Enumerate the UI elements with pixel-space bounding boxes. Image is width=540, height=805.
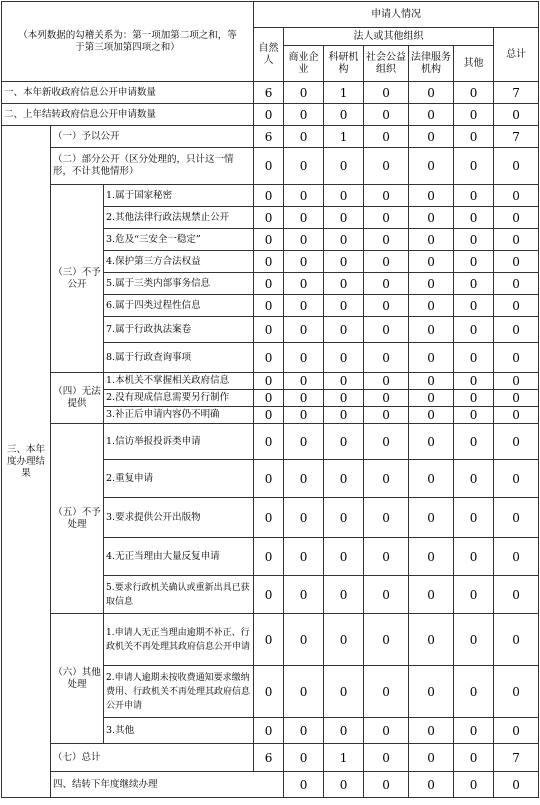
header-note: [2, 2, 254, 82]
cell: 0: [254, 185, 284, 207]
cell: 0: [409, 295, 454, 317]
cell: 0: [254, 317, 284, 343]
cell: 6: [254, 82, 284, 104]
cell: 0: [454, 666, 494, 718]
cell: 0: [254, 666, 284, 718]
row-label: （一）予以公开: [51, 126, 254, 148]
row-label: （七）总计: [51, 744, 254, 772]
cell: 0: [324, 185, 364, 207]
header-legal-service: 法律服务机构: [409, 46, 454, 82]
row-label: 5.要求行政机关确认或重新出具已获取信息: [104, 576, 254, 614]
row-label: 1.申请人无正当理由逾期不补正、行政机关不再处理其政府信息公开申请: [104, 614, 254, 666]
group-label: （五）不予处理: [51, 424, 104, 614]
header-social: 社会公益组织: [364, 46, 409, 82]
cell: 0: [454, 104, 494, 126]
cell: 0: [494, 251, 539, 273]
cell: 0: [454, 460, 494, 498]
cell: 0: [409, 744, 454, 772]
cell: 0: [324, 317, 364, 343]
cell: 0: [364, 538, 409, 576]
cell: 0: [454, 82, 494, 104]
cell: 0: [454, 538, 494, 576]
cell: 0: [284, 614, 324, 666]
row-label: 1.本机关不掌握相关政府信息: [104, 373, 254, 390]
cell: 0: [324, 538, 364, 576]
cell: 0: [409, 317, 454, 343]
cell: 0: [409, 185, 454, 207]
cell: 0: [364, 744, 409, 772]
cell: 0: [364, 185, 409, 207]
cell: 0: [409, 614, 454, 666]
cell: 0: [409, 407, 454, 424]
cell: 0: [254, 229, 284, 251]
cell: 0: [409, 460, 454, 498]
row-label: 2.其他法律行政法规禁止公开: [104, 207, 254, 229]
cell: 7: [494, 82, 539, 104]
table-row: [2, 744, 539, 772]
row-label: 4.无正当理由大量反复申请: [104, 538, 254, 576]
cell: 0: [409, 390, 454, 407]
cell: 0: [409, 576, 454, 614]
row-label: 1.属于国家秘密: [104, 185, 254, 207]
table-row: [2, 148, 539, 185]
cell: 0: [454, 229, 494, 251]
cell: 0: [364, 390, 409, 407]
cell: 0: [324, 373, 364, 390]
cell: 0: [284, 343, 324, 373]
cell: 0: [364, 104, 409, 126]
row-label: 3.补正后申请内容仍不明确: [104, 407, 254, 424]
cell: 0: [254, 718, 284, 744]
row-label: 7.属于行政执法案卷: [104, 317, 254, 343]
cell: 0: [454, 498, 494, 538]
row-label: 二、上年结转政府信息公开申请数量: [2, 104, 254, 126]
cell: 0: [324, 772, 364, 798]
cell: 0: [284, 538, 324, 576]
cell: 0: [254, 407, 284, 424]
cell: 0: [409, 718, 454, 744]
cell: 1: [324, 82, 364, 104]
cell: 0: [284, 207, 324, 229]
cell: 0: [409, 82, 454, 104]
cell: 0: [254, 538, 284, 576]
cell: 0: [409, 772, 454, 798]
cell: 0: [364, 126, 409, 148]
cell: 0: [324, 576, 364, 614]
cell: 0: [494, 390, 539, 407]
cell: 0: [494, 295, 539, 317]
cell: 0: [254, 424, 284, 460]
cell: 0: [494, 407, 539, 424]
table-row: [2, 126, 539, 148]
cell: 0: [364, 317, 409, 343]
table-row: [2, 373, 539, 390]
header-applicant: 申请人情况: [254, 2, 539, 28]
row-label: 2.重复申请: [104, 460, 254, 498]
table-row: [2, 614, 539, 666]
cell: 7: [494, 744, 539, 772]
cell: 0: [494, 207, 539, 229]
cell: 0: [254, 251, 284, 273]
cell: 0: [364, 273, 409, 295]
cell: 0: [324, 407, 364, 424]
table-row: [2, 185, 539, 207]
cell: 0: [409, 498, 454, 538]
table-row: [2, 424, 539, 460]
row-label: 一、本年新收政府信息公开申请数量: [2, 82, 254, 104]
cell: 0: [409, 126, 454, 148]
row-label: 1.信访举报投诉类申请: [104, 424, 254, 460]
cell: 0: [254, 104, 284, 126]
cell: 0: [364, 424, 409, 460]
table-row: [2, 772, 539, 798]
cell: 6: [254, 744, 284, 772]
header-legal-group: 法人或其他组织: [284, 28, 494, 46]
cell: 0: [254, 148, 284, 185]
cell: 0: [324, 207, 364, 229]
cell: 0: [409, 273, 454, 295]
cell: 0: [284, 251, 324, 273]
header-natural-person: 自然人: [254, 28, 284, 82]
cell: 0: [324, 251, 364, 273]
row-label: 2.没有现成信息需要另行制作: [104, 390, 254, 407]
row-label: 5.属于三类内部事务信息: [104, 273, 254, 295]
cell: 0: [254, 498, 284, 538]
cell: 0: [254, 614, 284, 666]
header-other: 其他: [454, 46, 494, 82]
cell: 0: [409, 343, 454, 373]
cell: 0: [454, 576, 494, 614]
cell: 0: [284, 317, 324, 343]
application-statistics-table: [1, 1, 539, 798]
cell: 0: [494, 148, 539, 185]
row-label: （二）部分公开（区分处理的，只计这一情形，不计其他情形）: [51, 148, 254, 185]
cell: 0: [364, 373, 409, 390]
cell: 0: [454, 718, 494, 744]
cell: 0: [324, 718, 364, 744]
cell: 0: [254, 295, 284, 317]
cell: 0: [364, 666, 409, 718]
cell: 0: [284, 273, 324, 295]
group-label: （六）其他处理: [51, 614, 104, 744]
cell: 0: [284, 718, 324, 744]
cell: 0: [284, 148, 324, 185]
cell: 0: [284, 460, 324, 498]
cell: 0: [409, 666, 454, 718]
cell: 0: [324, 424, 364, 460]
cell: 0: [454, 251, 494, 273]
cell: 0: [409, 538, 454, 576]
cell: 0: [454, 407, 494, 424]
cell: 0: [454, 424, 494, 460]
cell: 0: [324, 390, 364, 407]
cell: 0: [494, 343, 539, 373]
cell: 0: [494, 424, 539, 460]
cell: 0: [454, 273, 494, 295]
cell: 1: [324, 126, 364, 148]
cell: 0: [254, 576, 284, 614]
cell: 0: [454, 295, 494, 317]
cell: 0: [454, 614, 494, 666]
cell: 0: [454, 744, 494, 772]
cell: 0: [364, 343, 409, 373]
cell: 0: [454, 207, 494, 229]
cell: 0: [454, 317, 494, 343]
cell: 0: [364, 614, 409, 666]
cell: 0: [284, 185, 324, 207]
cell: 0: [454, 126, 494, 148]
cell: 0: [494, 576, 539, 614]
row-label: 4.保护第三方合法权益: [104, 251, 254, 273]
cell: 0: [284, 407, 324, 424]
cell: 0: [494, 614, 539, 666]
cell: 0: [324, 498, 364, 538]
cell: 7: [494, 126, 539, 148]
cell: 0: [364, 498, 409, 538]
cell: 0: [364, 229, 409, 251]
cell: 0: [494, 373, 539, 390]
cell: 0: [254, 373, 284, 390]
cell: 0: [494, 104, 539, 126]
cell: 0: [409, 373, 454, 390]
cell: 0: [284, 744, 324, 772]
cell: 0: [364, 148, 409, 185]
header-note-line2: 于第三项加第四项之和）: [75, 41, 180, 53]
cell: 0: [284, 295, 324, 317]
header-research: 科研机构: [324, 46, 364, 82]
cell: 0: [254, 460, 284, 498]
section-label: 三、本年度办理结果: [2, 126, 51, 798]
group-label: （三）不予公开: [51, 185, 104, 373]
cell: 0: [284, 104, 324, 126]
cell: 0: [254, 273, 284, 295]
row-label: 四、结转下年度继续办理: [51, 772, 284, 798]
cell: 0: [284, 666, 324, 718]
cell: 0: [494, 666, 539, 718]
cell: 0: [284, 373, 324, 390]
cell: 0: [324, 148, 364, 185]
cell: 0: [454, 390, 494, 407]
cell: 0: [409, 229, 454, 251]
cell: 0: [494, 317, 539, 343]
row-label: 3.其他: [104, 718, 254, 744]
header-total: 总计: [494, 28, 539, 82]
cell: 0: [364, 82, 409, 104]
header-commercial: 商业企业: [284, 46, 324, 82]
cell: 0: [409, 424, 454, 460]
cell: 0: [284, 498, 324, 538]
table-row: [2, 104, 539, 126]
cell: 0: [364, 576, 409, 614]
cell: 0: [324, 229, 364, 251]
cell: 0: [409, 148, 454, 185]
cell: 0: [494, 718, 539, 744]
cell: 0: [254, 390, 284, 407]
cell: 0: [364, 207, 409, 229]
cell: 6: [254, 126, 284, 148]
cell: 0: [324, 460, 364, 498]
cell: 0: [364, 772, 409, 798]
cell: 0: [454, 343, 494, 373]
cell: 0: [364, 251, 409, 273]
cell: 0: [364, 295, 409, 317]
cell: 0: [324, 614, 364, 666]
row-label: 3.危及“三安全一稳定”: [104, 229, 254, 251]
row-label: 6.属于四类过程性信息: [104, 295, 254, 317]
cell: 0: [494, 185, 539, 207]
cell: 0: [284, 424, 324, 460]
group-label: （四）无法提供: [51, 373, 104, 424]
header-note-line1: （本列数据的勾稽关系为：第一项加第二项之和，等: [18, 29, 237, 41]
cell: 0: [409, 207, 454, 229]
cell: 0: [284, 82, 324, 104]
cell: 0: [284, 772, 324, 798]
cell: 0: [409, 251, 454, 273]
cell: 0: [494, 229, 539, 251]
cell: 0: [284, 576, 324, 614]
cell: 0: [454, 772, 494, 798]
table-row: [2, 82, 539, 104]
cell: 0: [454, 185, 494, 207]
cell: 0: [494, 273, 539, 295]
cell: 0: [254, 343, 284, 373]
cell: 0: [494, 538, 539, 576]
cell: 0: [494, 498, 539, 538]
cell: 0: [364, 460, 409, 498]
cell: 0: [454, 148, 494, 185]
cell: 0: [494, 772, 539, 798]
row-label: 3.要求提供公开出版物: [104, 498, 254, 538]
cell: 1: [324, 744, 364, 772]
cell: 0: [284, 390, 324, 407]
cell: 0: [364, 407, 409, 424]
cell: 0: [324, 295, 364, 317]
cell: 0: [494, 460, 539, 498]
cell: 0: [284, 126, 324, 148]
cell: 0: [324, 104, 364, 126]
cell: 0: [254, 207, 284, 229]
cell: 0: [409, 104, 454, 126]
cell: 0: [324, 273, 364, 295]
cell: 0: [364, 718, 409, 744]
cell: 0: [324, 666, 364, 718]
row-label: 2.申请人逾期未按收费通知要求缴纳费用、行政机关不再处理其政府信息公开申请: [104, 666, 254, 718]
cell: 0: [284, 229, 324, 251]
cell: 0: [324, 343, 364, 373]
row-label: 8.属于行政查询事项: [104, 343, 254, 373]
cell: 0: [454, 373, 494, 390]
